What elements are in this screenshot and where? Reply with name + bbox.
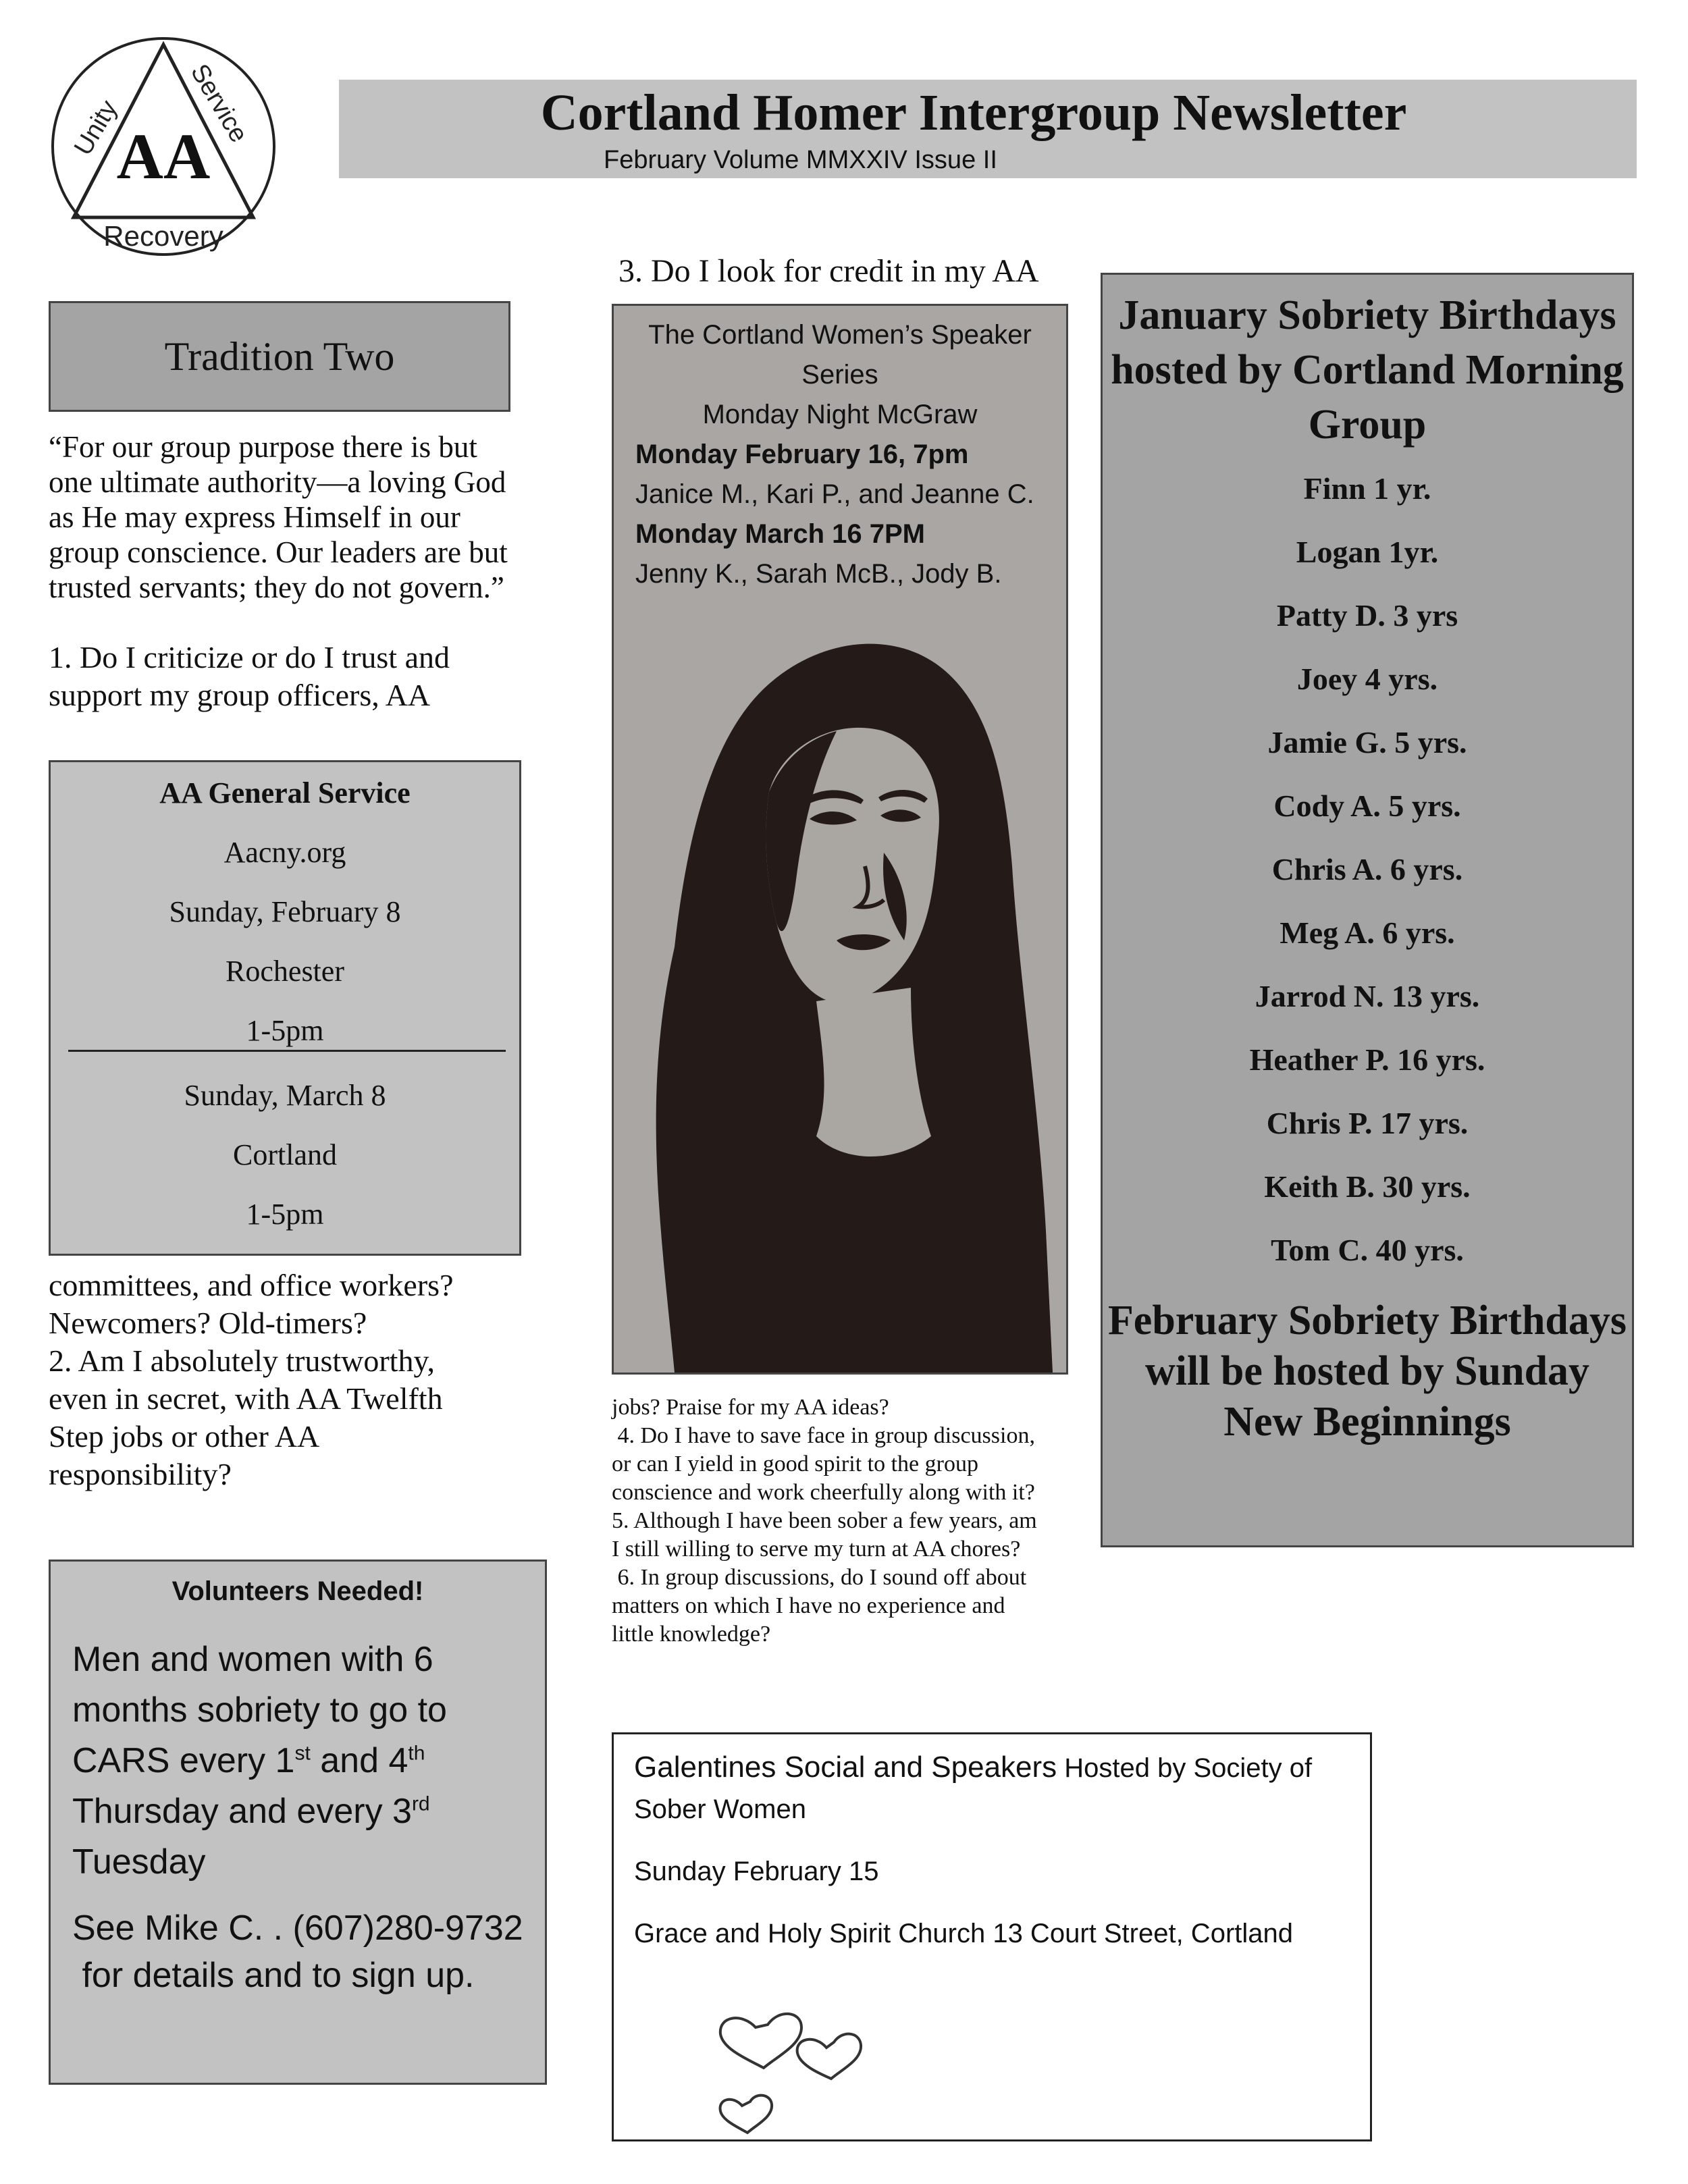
galentines-title: Galentines Social and Speakers [634,1751,1057,1784]
text-line: even in secret, with AA Twelfth [49,1381,443,1416]
speaker-names-2: Jenny K., Sarah McB., Jody B. [635,559,1002,589]
event-1-place: Rochester [226,955,344,988]
text-line: I still willing to serve my turn at AA chores? [612,1537,1021,1562]
general-service-box [49,760,521,1256]
birthday-item: Joey 4 yrs. [1296,662,1438,696]
logo-service-text: Service [184,59,253,148]
birthdays-title: January Sobriety Birthdays hosted by Cortland Morning Group [1111,292,1624,448]
birthday-item: Jamie G. 5 yrs. [1267,725,1467,760]
contact-line: for details and to sign up. [72,1956,475,1995]
tradition-title: Tradition Two [164,334,395,379]
speaker-series-title: Series [801,360,878,390]
galentines-date: Sunday February 15 [634,1857,879,1886]
birthday-item: Meg A. 6 yrs. [1280,915,1455,950]
general-service-website: Aacny.org [223,836,346,869]
event-1-date: Sunday, February 8 [169,895,401,928]
speaker-names-1: Janice M., Kari P., and Jeanne C. [635,479,1034,509]
event-2-time: 1-5pm [246,1198,324,1231]
text-line: conscience and work cheerfully along with it? [612,1480,1035,1505]
birthday-item: Jarrod N. 13 yrs. [1255,979,1480,1013]
event-1-time: 1-5pm [246,1014,324,1047]
speaker-series-box [612,304,1068,1375]
tradition-questions-continued-2 [612,1393,1078,1649]
speaker-date-2: Monday March 16 7PM [635,519,926,549]
speaker-series-venue: Monday Night McGraw [702,400,978,429]
event-2-place: Cortland [233,1138,337,1171]
birthday-item: Chris A. 6 yrs. [1271,852,1463,886]
tradition-question-3: 3. Do I look for credit in my AA [618,253,1039,289]
birthday-item: Finn 1 yr. [1303,471,1431,506]
tradition-quote: “For our group purpose there is but one ultimate authority—a loving God as He may express Himself in our group conscience. Our leaders are but trusted servants; they do not govern.” [49,430,508,604]
text-line: little knowledge? [612,1622,771,1647]
contact-line: See Mike C. . (607)280-9732 [72,1909,523,1948]
birthday-item: Heather P. 16 yrs. [1249,1042,1485,1077]
text-line: 6. In group discussions, do I sound off about [612,1565,1027,1590]
divider [68,1050,506,1052]
text-line: Tuesday [72,1842,206,1882]
newsletter-issue: February Volume MMXXIV Issue II [604,146,997,174]
birthday-item: Keith B. 30 yrs. [1264,1169,1471,1204]
logo-recovery-text: Recovery [103,220,223,252]
logo-aa-text: AA [116,120,211,192]
galentines-heading [634,1747,1350,1789]
galentines-location: Grace and Holy Spirit Church 13 Court Street, Cortland [634,1919,1293,1948]
text-line: responsibility? [49,1457,232,1491]
birthday-item: Logan 1yr. [1296,535,1439,569]
birthday-item: Chris P. 17 yrs. [1266,1106,1469,1140]
volunteers-box [49,1560,547,2085]
speaker-date-1: Monday February 16, 7pm [635,440,969,469]
text-line: months sobriety to go to [72,1690,447,1730]
galentines-host: Hosted by Society of [1057,1753,1313,1783]
text-line: CARS every 1st and 4th [72,1741,425,1780]
volunteers-title: Volunteers Needed! [172,1576,424,1606]
newsletter-title: Cortland Homer Intergroup Newsletter [540,84,1407,141]
header-banner [339,80,1637,178]
tradition-question-1: 1. Do I criticize or do I trust and support my group officers, AA [49,640,450,712]
aa-logo [50,35,277,258]
text-line: committees, and office workers? [49,1268,454,1302]
text-line: Men and women with 6 [72,1640,433,1679]
birthday-item: Tom C. 40 yrs. [1271,1233,1464,1267]
text-line: or can I yield in good spirit to the group [612,1451,978,1476]
text-line: matters on which I have no experience and [612,1593,1005,1618]
volunteers-description [72,1634,531,1888]
volunteers-contact [72,1905,538,1999]
speaker-series-title: The Cortland Women’s Speaker [648,320,1032,350]
text-line: Step jobs or other AA [49,1419,320,1454]
general-service-title: AA General Service [159,776,411,809]
logo-unity-text: Unity [69,95,124,161]
text-line: Thursday and every 3rd [72,1792,430,1831]
birthday-item: Cody A. 5 yrs. [1273,789,1461,823]
event-2-date: Sunday, March 8 [184,1079,386,1112]
galentines-host-line-2: Sober Women [634,1794,806,1824]
tradition-questions-continued [49,1267,528,1493]
sobriety-birthdays-box [1101,273,1634,1547]
text-line: 4. Do I have to save face in group discussion, [612,1423,1035,1448]
text-line: 5. Although I have been sober a few years, am [612,1508,1037,1533]
text-line: jobs? Praise for my AA ideas? [612,1395,889,1420]
birthday-item: Patty D. 3 yrs [1276,598,1458,633]
tradition-heading-box [49,301,510,412]
woman-portrait-illustration [614,623,1066,1373]
hearts-icon [715,1986,870,2135]
text-line: Newcomers? Old-timers? [49,1306,367,1340]
text-line: 2. Am I absolutely trustworthy, [49,1343,435,1378]
february-birthdays-note: February Sobriety Birthdays will be hosted by Sunday New Beginnings [1107,1298,1627,1445]
galentines-box [612,1732,1372,2141]
